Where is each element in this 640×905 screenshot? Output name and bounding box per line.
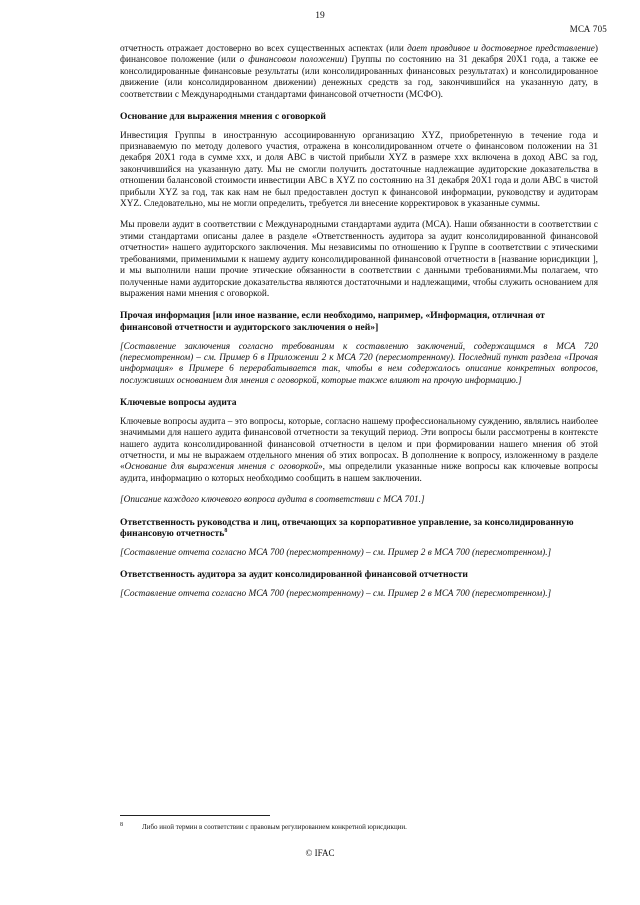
auditor-responsibility-paragraph: [Составление отчета согласно МСА 700 (пересмотренному) – см. Пример 2 в МСА 700 (пересмотренном).] [120, 588, 552, 599]
copyright-footer: © IFAC [305, 848, 335, 858]
heading-key-audit-matters: Ключевые вопросы аудита [120, 397, 237, 409]
heading-basis-qualified-opinion: Основание для выражения мнения с оговоркой [120, 111, 326, 123]
heading-text: Ответственность руководства и лиц, отвечающих за корпоративное управление, за консолидированную финансовую отчетность [120, 516, 574, 540]
text-run: », мы определили указанные ниже вопросы как ключевые вопросы аудита, информацию о которых необходимо сообщить в нашем заключении. [120, 462, 598, 484]
key-audit-matters-description: [Описание каждого ключевого вопроса аудита в соответствии с МСА 701.] [120, 495, 425, 506]
footnote-text: Либо иной термин в соответствии с правовым регулированием конкретной юрисдикции. [142, 823, 407, 831]
management-responsibility-paragraph: [Составление отчета согласно МСА 700 (пересмотренному) – см. Пример 2 в МСА 700 (пересмотренном).] [120, 547, 552, 558]
text-run: Ключевые вопросы аудита – это вопросы, которые, согласно нашему профессиональному суждению, являлись наиболее значимыми для нашего аудита финансовой отчетности за текущий период. Эти вопросы были рассмотрены в контексте нашего аудита консолидированной финансовой отчетности в целом и при формировании нашего мнения об этой отчетности, и мы не выражаем отдельного мнения об этих вопросах. В дополнение к вопросу, изложенному в разделе « [120, 416, 598, 473]
page-body [120, 44, 598, 610]
key-audit-matters-paragraph [120, 417, 598, 485]
footnote-mark: 8 [120, 822, 123, 828]
opinion-paragraph-continuation [120, 44, 598, 101]
basis-paragraph-1: Инвестиция Группы в иностранную ассоциированную организацию XYZ, приобретенную в течение года и признаваемую по методу долевого участия, отражена в консолидированном отчете о финансовом положении на 31 декабря 20X1 года в сумме xxx, и доля ABC в чистой прибыли XYZ в размере xxx включена в доход ABC за год, закончившийся на указанную дату. Мы не смогли получить достаточные надлежащие аудиторские доказательства в отношении балансовой стоимости инвестиции ABC в XYZ по состоянию на 31 декабря 20X1 года и доли ABC в чистой прибыли XYZ за год, так как нам не был предоставлен доступ к финансовой информации, руководству и аудиторам XYZ. Следовательно, мы не могли определить, требуется ли внесение корректировок в указанные суммы. [120, 130, 598, 210]
footnote-reference: 8 [224, 527, 228, 534]
italic-run: о финансовом положении [239, 55, 345, 66]
footnote [120, 823, 598, 832]
footnote-divider [120, 815, 270, 816]
text-run: отчетность отражает достоверно во всех существенных аспектах (или [120, 44, 408, 54]
other-information-paragraph: [Составление заключения согласно требованиям к составлению заключений, содержащимся в МСА 720 (пересмотренном) – см. Пример 6 в Приложении 2 к МСА 720 (пересмотренному). Последний пункт раздела «Прочая информация» в Примере 6 перерабатывается так, чтобы в нем содержалось описание конкретных вопросов, послуживших основанием для мнения с оговоркой, которые также влияют на прочую информацию.] [120, 341, 598, 386]
heading-management-responsibility [120, 517, 598, 540]
heading-auditor-responsibility: Ответственность аудитора за аудит консолидированной финансовой отчетности [120, 569, 468, 581]
heading-other-information: Прочая информация [или иное название, если необходимо, например, «Информация, отличная от финансовой отчетности и аудиторского заключения о ней»] [120, 310, 545, 333]
italic-run: Основание для выражения мнения с оговоркой [124, 462, 319, 473]
text-run: ) Группы по состоянию на 31 декабря 20X1 года, а также ее консолидированные финансовые результаты (или консолидированных финансовых результатах) и консолидированное движение (или консолидированном движении) денежных средств за год, закончившийся на указанную дату, в соответствии с Международными стандартами финансовой отчетности (МСФО). [120, 55, 598, 100]
text-run: ) финансовое положение (или [120, 44, 598, 66]
italic-run: дает правдивое и достоверное представление [407, 44, 595, 54]
page-number: 19 [315, 11, 325, 21]
basis-paragraph-2: Мы провели аудит в соответствии с Международными стандартами аудита (МСА). Наши обязанности в соответствии с этими стандартами описаны далее в разделе «Ответственность аудитора за аудит консолидированной финансовой отчетности» нашего аудиторского заключения. Мы независимы по отношению к Группе в соответствии с этическими требованиями, применимыми к нашему аудиту консолидированной финансовой отчетности в [название юрисдикции ], и мы выполнили наши прочие этические обязанности в соответствии с данными требованиями.Мы полагаем, что полученные нами аудиторские доказательства являются достаточными и надлежащими, чтобы служить основанием для выражения нами мнения с оговоркой. [120, 220, 598, 299]
document-code: МСА 705 [569, 24, 607, 34]
